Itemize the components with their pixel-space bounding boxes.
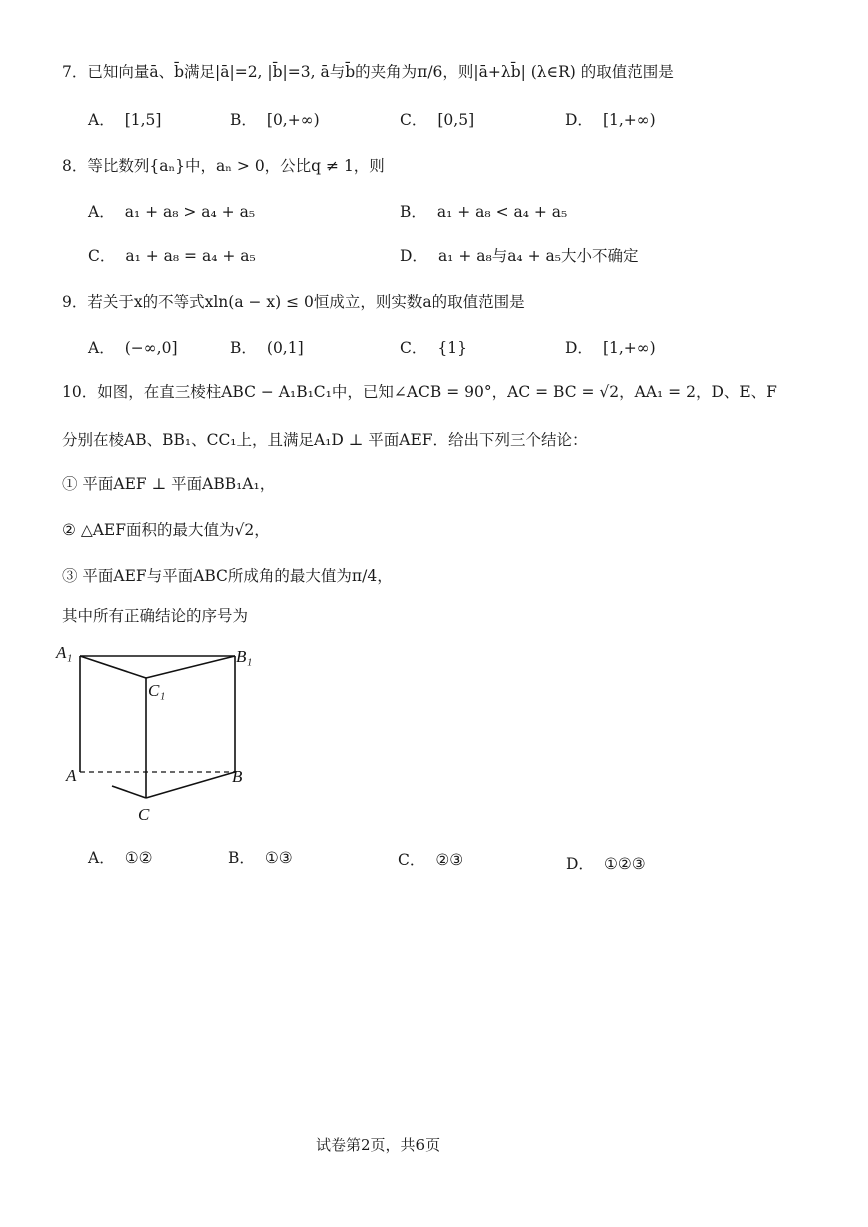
q8-option-d[interactable] — [400, 244, 638, 266]
label-b1: B₁ — [236, 647, 253, 666]
option-label: C． — [400, 339, 428, 357]
q7-option-c[interactable] — [400, 108, 474, 130]
label-a: A — [66, 766, 77, 785]
question-10-stem-line2: 分别在棱AB、BB₁、CC₁上，且满足A₁D ⊥ 平面AEF．给出下列三个结论： — [62, 431, 588, 449]
question-7-stem: 7．已知向量ā、b̄满足|ā|=2, |b̄|=3, ā与b̄的夹角为π/6，则|ā+λb̄| (λ∈R) 的取值范围是 — [62, 63, 674, 81]
q9-option-c[interactable] — [400, 336, 467, 358]
option-label: D． — [566, 855, 594, 873]
option-label: A． — [88, 203, 115, 221]
edge-cb — [146, 772, 235, 798]
q7-option-b[interactable] — [230, 108, 320, 130]
option-text: (−∞,0] — [124, 339, 178, 357]
conclusion-1: ① 平面AEF ⊥ 平面ABB₁A₁， — [62, 475, 276, 493]
option-label: C． — [398, 851, 426, 869]
option-label: A． — [88, 849, 115, 867]
q10-option-b[interactable] — [228, 846, 293, 868]
q8-option-a[interactable] — [88, 200, 255, 222]
edge-a1c1 — [80, 656, 146, 678]
option-label: D． — [565, 111, 593, 129]
option-label: B． — [400, 203, 427, 221]
option-text: a₁ + a₈ < a₄ + a₅ — [436, 203, 568, 221]
option-text: a₁ + a₈ > a₄ + a₅ — [124, 203, 256, 221]
edge-c1b1 — [146, 656, 235, 678]
option-text: [0,+∞) — [266, 111, 320, 129]
option-text: (0,1] — [266, 339, 304, 357]
question-8-stem: 8．等比数列{aₙ}中，aₙ > 0，公比q ≠ 1，则 — [62, 157, 385, 175]
q10-option-c[interactable] — [398, 848, 463, 870]
option-label: B． — [228, 849, 255, 867]
option-label: D． — [400, 247, 428, 265]
option-text: a₁ + a₈ = a₄ + a₅ — [125, 247, 256, 265]
q9-option-a[interactable] — [88, 336, 178, 358]
q7-option-a[interactable] — [88, 108, 161, 130]
label-c1: C₁ — [148, 681, 166, 700]
question-10-ask: 其中所有正确结论的序号为 — [62, 607, 249, 625]
conclusion-2: ② △AEF面积的最大值为√2， — [62, 521, 270, 539]
question-9-stem: 9．若关于x的不等式xln(a − x) ≤ 0恒成立，则实数a的取值范围是 — [62, 293, 525, 311]
conclusion-3: ③ 平面AEF与平面ABC所成角的最大值为π/4， — [62, 567, 393, 585]
option-text: [1,+∞) — [602, 111, 656, 129]
label-c: C — [138, 805, 150, 824]
option-label: A． — [88, 111, 115, 129]
option-label: C． — [88, 247, 116, 265]
page-footer: 试卷第2页，共6页 — [316, 1136, 441, 1154]
q9-option-b[interactable] — [230, 336, 304, 358]
option-text: [1,+∞) — [602, 339, 656, 357]
q8-option-b[interactable] — [400, 200, 567, 222]
option-label: B． — [230, 339, 257, 357]
q9-option-d[interactable] — [565, 336, 656, 358]
option-text: [0,5] — [437, 111, 475, 129]
q10-option-d[interactable] — [566, 852, 646, 874]
option-text: ①③ — [264, 849, 293, 867]
edge-ac — [112, 786, 146, 798]
q8-option-c[interactable] — [88, 244, 256, 266]
option-text: ①②③ — [603, 855, 646, 873]
option-text: {1} — [437, 339, 467, 357]
option-text: ②③ — [435, 851, 464, 869]
label-a1: A₁ — [56, 643, 73, 662]
option-label: A． — [88, 339, 115, 357]
option-text: ①② — [124, 849, 153, 867]
question-10-stem-line1: 10．如图，在直三棱柱ABC − A₁B₁C₁中，已知∠ACB = 90°，AC = BC = √2，AA₁ = 2，D、E、F — [62, 383, 777, 401]
option-text: a₁ + a₈与a₄ + a₅大小不确定 — [437, 247, 639, 265]
option-text: [1,5] — [124, 111, 162, 129]
option-label: D． — [565, 339, 593, 357]
option-label: C． — [400, 111, 428, 129]
q7-option-d[interactable] — [565, 108, 656, 130]
label-b: B — [232, 767, 243, 786]
prism-figure — [50, 636, 270, 826]
q10-option-a[interactable] — [88, 846, 153, 868]
option-label: B． — [230, 111, 257, 129]
